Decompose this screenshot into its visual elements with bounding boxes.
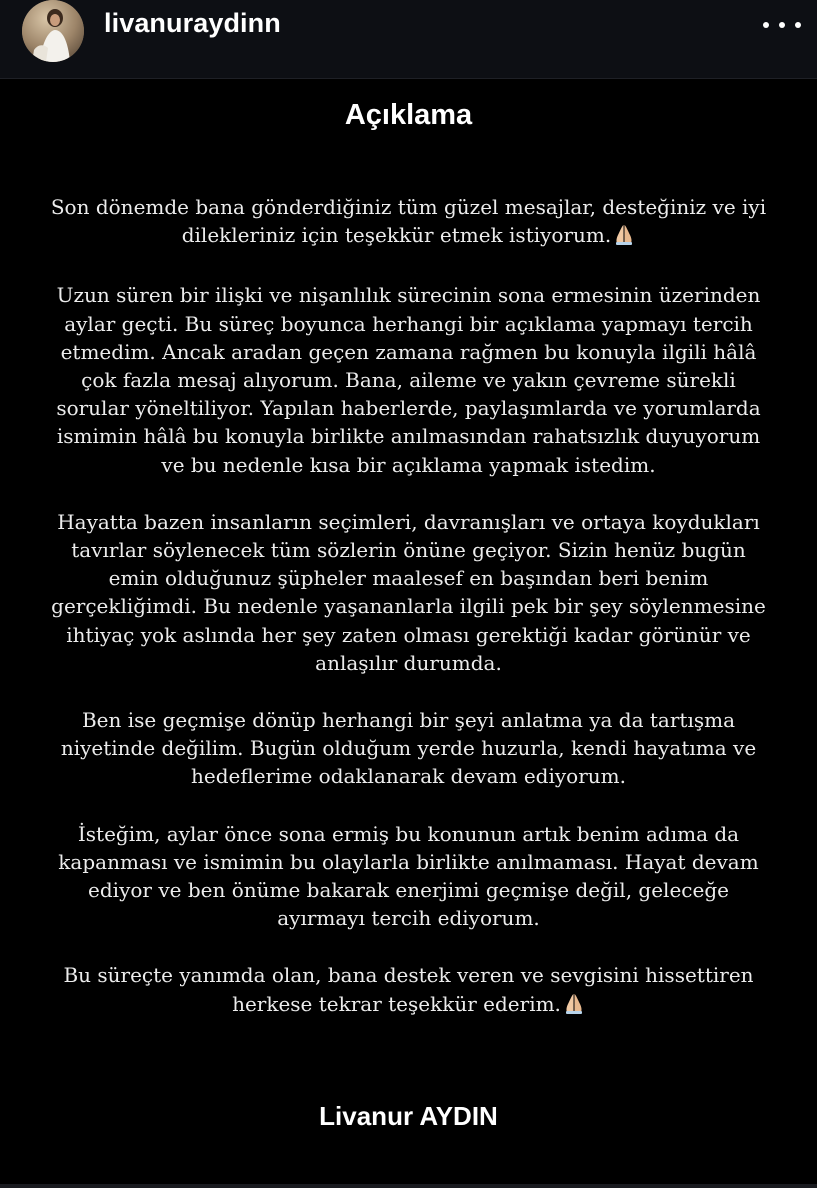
username[interactable]: livanuraydinn bbox=[104, 8, 281, 38]
folded-hands-icon bbox=[563, 992, 585, 1021]
folded-hands-icon bbox=[613, 223, 635, 252]
signature: Livanur AYDIN bbox=[319, 1101, 498, 1131]
statement-paragraph bbox=[48, 961, 769, 1020]
ellipsis-horizontal-icon[interactable] bbox=[763, 12, 801, 38]
statement-paragraph: Uzun süren bir ilişki ve nişanlılık sürecinin sona ermesinin üzerinden aylar geçti. Bu süreç boyunca herhangi bir açıklama yapmayı tercih etmedim. Ancak aradan geçen zamana rağmen bu konuyla ilgili hâlâ çok fazla mesaj alıyorum. Bana, aileme ve yakın çevreme sürekli sorular yöneltiliyor. Yapılan haberlerde, paylaşımlarda ve yorumlarda ismimin hâlâ bu konuyla birlikte anılmasından rahatsızlık duyuyorum ve bu nedenle kısa bir açıklama yapmak istedim. bbox=[56, 283, 761, 477]
profile-photo bbox=[22, 0, 84, 62]
more-dot bbox=[795, 22, 801, 28]
bottom-divider bbox=[0, 1184, 817, 1188]
statement-paragraph bbox=[48, 193, 769, 252]
paragraph-text: Bu süreçte yanımda olan, bana destek veren ve sevgisini hissettiren herkese tekrar teşekkür ederim. bbox=[63, 963, 754, 1016]
statement-body bbox=[48, 193, 769, 1050]
post-header bbox=[0, 0, 817, 79]
profile-avatar[interactable] bbox=[22, 0, 84, 62]
statement-paragraph: Ben ise geçmişe dönüp herhangi bir şeyi anlatma ya da tartışma niyetinde değilim. Bugün olduğum yerde huzurla, kendi hayatıma ve hedeflerime odaklanarak devam ediyorum. bbox=[60, 708, 757, 789]
statement-title: Açıklama bbox=[344, 99, 473, 131]
statement-paragraph: İsteğim, aylar önce sona ermiş bu konunun artık benim adıma da kapanması ve ismimin bu olaylarla birlikte anılmaması. Hayat devam ediyor ve ben önüme bakarak enerjimi geçmişe değil, geleceğe ayırmayı tercih ediyorum. bbox=[58, 821, 759, 931]
statement-paragraph: Hayatta bazen insanların seçimleri, davranışları ve ortaya koydukları tavırlar söylenecek tüm sözlerin önüne geçiyor. Sizin henüz bugün emin olduğunuz şüpheler maalesef en başından beri benim gerçekliğimdi. Bu nedenle yaşananlarla ilgili pek bir şey söylenmesine ihtiyaç yok aslında her şey zaten olması gerektiği kadar görünür ve anlaşılır durumda. bbox=[51, 509, 766, 675]
more-dot bbox=[763, 22, 769, 28]
post-image bbox=[0, 79, 817, 1184]
paragraph-text: Son dönemde bana gönderdiğiniz tüm güzel mesajlar, desteğiniz ve iyi dilekleriniz için teşekkür etmek istiyorum. bbox=[50, 195, 767, 248]
more-dot bbox=[779, 22, 785, 28]
